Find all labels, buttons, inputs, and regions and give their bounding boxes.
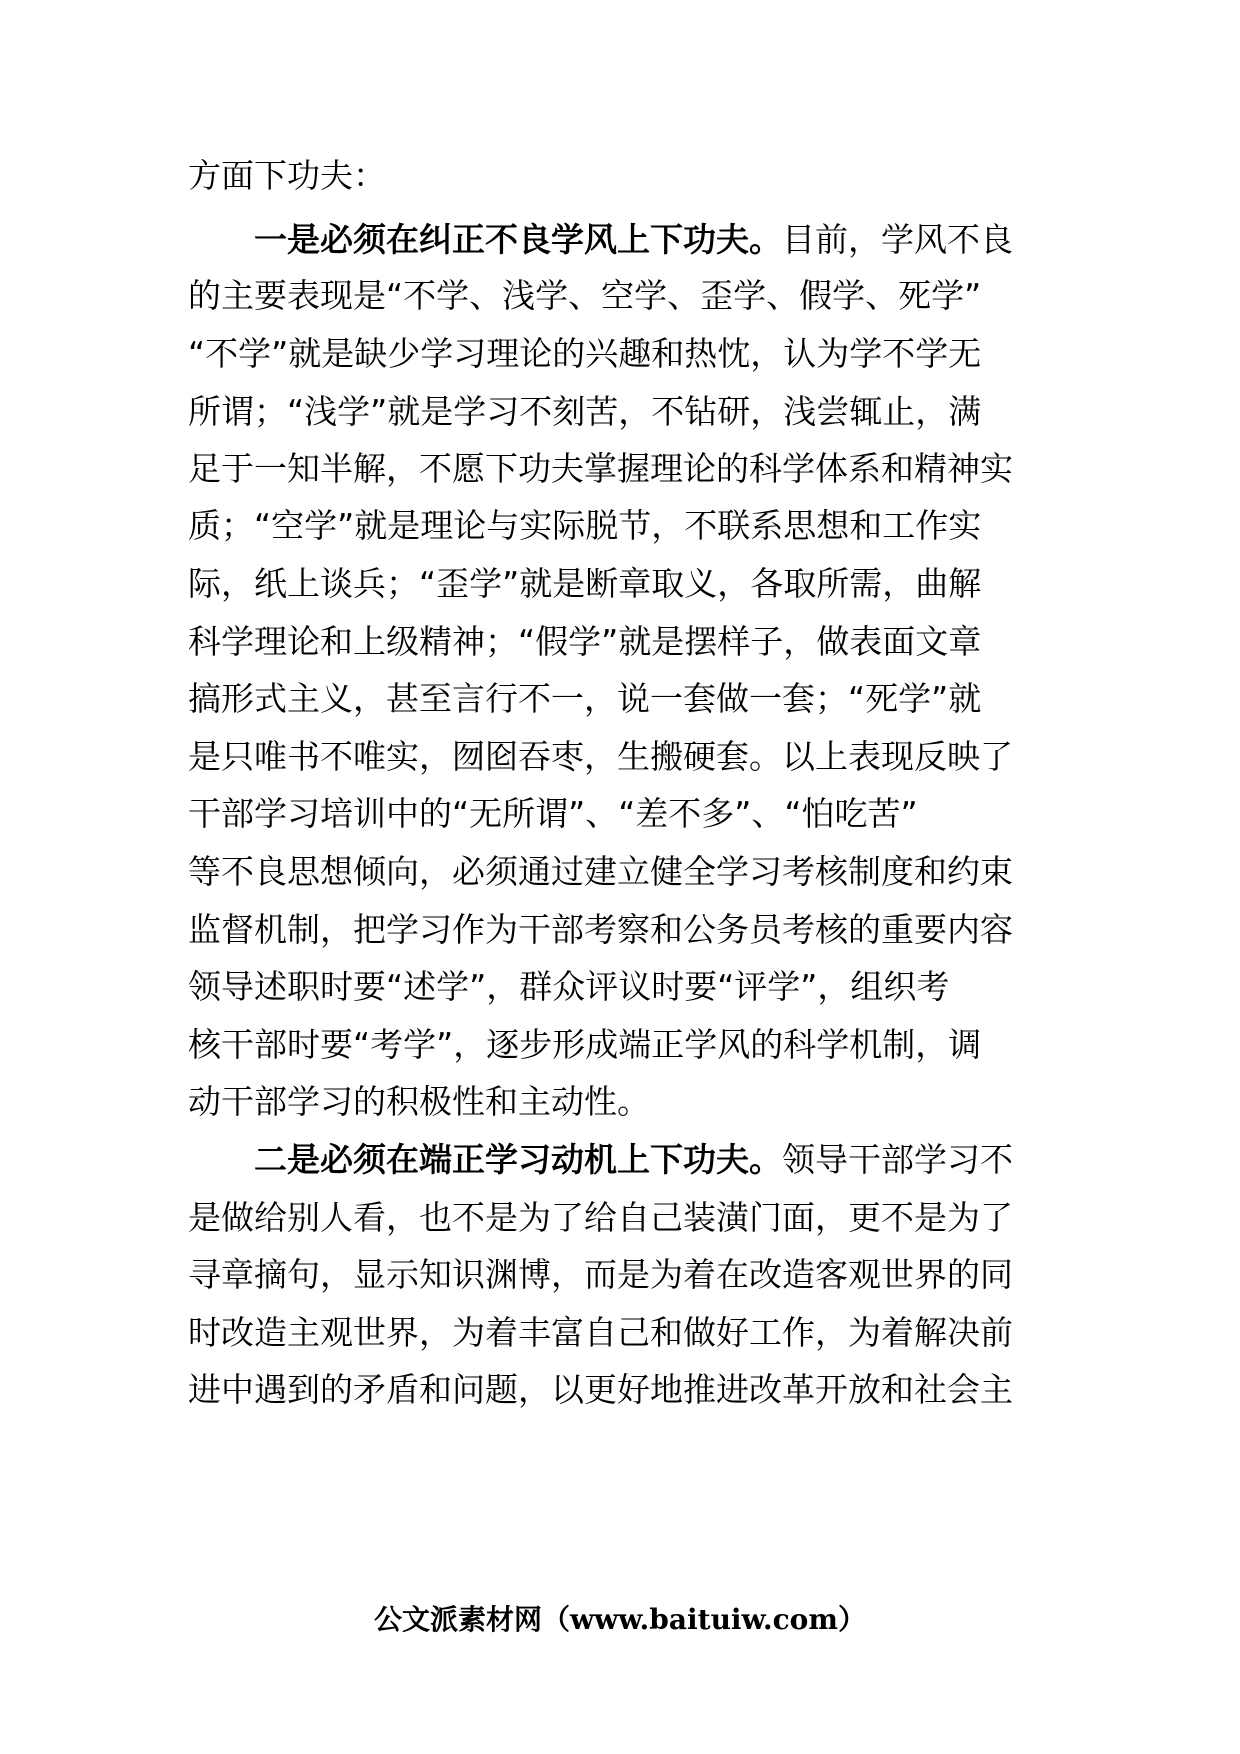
paragraph-1-lead: 一是必须在纠正不良学风上下功夫。 — [254, 220, 782, 259]
text-line-body: 方面下功夫： — [188, 156, 386, 195]
text-line-body: 动干部学习的积极性和主动性。 — [188, 1082, 650, 1121]
text-line — [188, 494, 1058, 558]
page-footer: 公文派素材网（www.baituiw.com） — [374, 1603, 866, 1636]
text-line-body: 是做给别人看，也不是为了给自己装潢门面，更不是为了 — [188, 1198, 1013, 1237]
text-line-body: “不学”就是缺少学习理论的兴趣和热忱，认为学不学无 — [188, 334, 982, 373]
text-line — [188, 667, 1058, 731]
text-line-body: 时改造主观世界，为着丰富自己和做好工作，为着解决前 — [188, 1313, 1013, 1352]
text-line-body: 等不良思想倾向，必须通过建立健全学习考核制度和约束 — [188, 852, 1013, 891]
text-line — [188, 552, 1058, 616]
paragraph-2-lead: 二是必须在端正学习动机上下功夫。 — [254, 1140, 782, 1179]
paragraph-2-first-line — [254, 1128, 1058, 1192]
text-line — [188, 1301, 1058, 1365]
text-line-body: 核干部时要“考学”，逐步形成端正学风的科学机制，调 — [188, 1025, 982, 1064]
text-line — [188, 840, 1058, 904]
text-line — [188, 1358, 1058, 1422]
text-line-body: 的主要表现是“不学、浅学、空学、歪学、假学、死学” — [188, 276, 982, 315]
text-line — [188, 1013, 1058, 1077]
text-line-body: 所谓；“浅学”就是学习不刻苦，不钻研，浅尝辄止，满 — [188, 392, 982, 431]
text-line — [188, 144, 1058, 208]
text-line-body: 际，纸上谈兵；“歪学”就是断章取义，各取所需，曲解 — [188, 564, 982, 603]
text-line — [188, 322, 1058, 386]
text-line — [188, 380, 1058, 444]
text-line-body: 领导述职时要“述学”，群众评议时要“评学”，组织考 — [188, 967, 950, 1006]
text-line-body: 科学理论和上级精神；“假学”就是摆样子，做表面文章 — [188, 622, 982, 661]
text-line — [188, 955, 1058, 1019]
text-line-body: 监督机制，把学习作为干部考察和公务员考核的重要内容 — [188, 910, 1013, 949]
text-line — [188, 1070, 1058, 1134]
text-line-body: 搞形式主义，甚至言行不一，说一套做一套；“死学”就 — [188, 679, 982, 718]
text-line-body: 进中遇到的矛盾和问题，以更好地推进改革开放和社会主 — [188, 1370, 1013, 1409]
text-line-body: 是只唯书不唯实，囫囵吞枣，生搬硬套。以上表现反映了 — [188, 737, 1013, 776]
text-line-body: 领导干部学习不 — [782, 1140, 1013, 1179]
text-line — [188, 1243, 1058, 1307]
text-line — [188, 782, 1058, 846]
text-line — [188, 437, 1058, 501]
text-line — [188, 264, 1058, 328]
text-line — [188, 898, 1058, 962]
text-line-body: 足于一知半解，不愿下功夫掌握理论的科学体系和精神实 — [188, 449, 1013, 488]
text-line-body: 干部学习培训中的“无所谓”、“差不多”、“怕吃苦” — [188, 794, 918, 833]
paragraph-1-first-line — [254, 208, 1058, 272]
text-line-body: 寻章摘句，显示知识渊博，而是为着在改造客观世界的同 — [188, 1255, 1013, 1294]
text-line — [188, 1186, 1058, 1250]
text-line-body: 目前，学风不良 — [782, 220, 1013, 259]
text-line-body: 质；“空学”就是理论与实际脱节，不联系思想和工作实 — [188, 506, 982, 545]
text-line — [188, 610, 1058, 674]
text-line — [188, 725, 1058, 789]
